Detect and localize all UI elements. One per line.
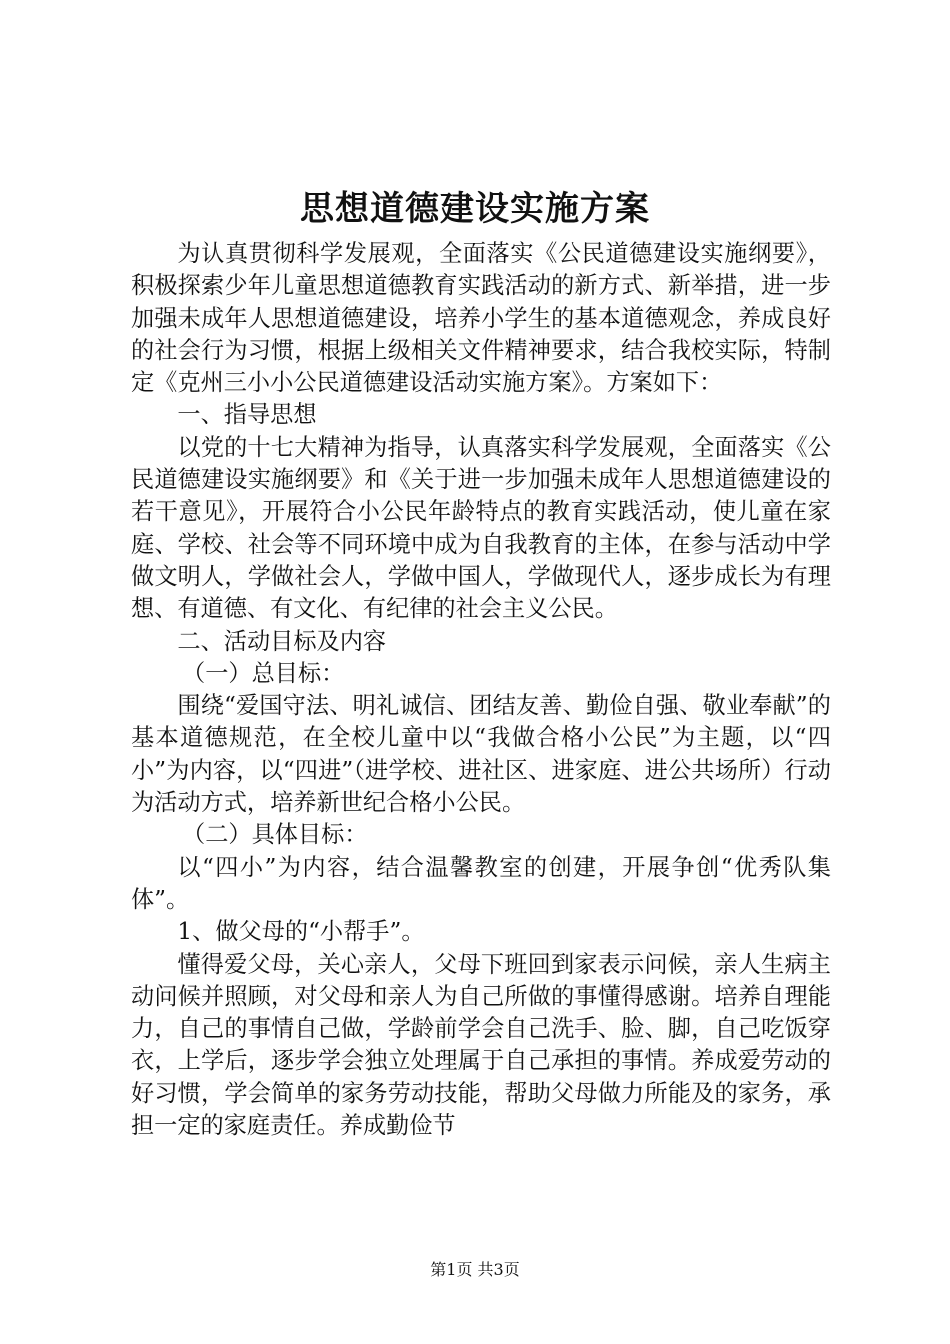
paragraph: 为认真贯彻科学发展观，全面落实《公民道德建设实施纲要》，积极探索少年儿童思想道德教育实践活动的新方式、新举措，进一步加强未成年人思想道德建设，培养小学生的基本道德观念，养成良好的社会行为习惯，根据上级相关文件精神要求，结合我校实际，特制定《克州三小小公民道德建设活动实施方案》。方案如下： xyxy=(131,240,831,397)
document-body xyxy=(131,238,831,1142)
page-footer: 第1页 共3页 xyxy=(430,1260,520,1279)
item-heading: 1、做父母的“小帮手”。 xyxy=(177,918,425,946)
paragraph: 以党的十七大精神为指导，认真落实科学发展观，全面落实《公民道德建设实施纲要》和《关于进一步加强未成年人思想道德建设的若干意见》，开展符合小公民年龄特点的教育实践活动，使儿童在家庭、学校、社会等不同环境中成为自我教育的主体，在参与活动中学做文明人，学做社会人，学做中国人，学做现代人，逐步成长为有理想、有道德、有文化、有纪律的社会主义公民。 xyxy=(131,433,831,623)
document-title: 思想道德建设实施方案 xyxy=(300,189,650,229)
subsection-heading: （二）具体目标： xyxy=(182,821,368,849)
subsection-heading: （一）总目标： xyxy=(182,659,345,687)
paragraph: 以“四小”为内容，结合温馨教室的创建，开展争创“优秀队集体”。 xyxy=(131,853,831,913)
paragraph: 围绕“爱国守法、明礼诚信、团结友善、勤俭自强、敬业奉献”的基本道德规范，在全校儿童中以“我做合格小公民”为主题，以“四小”为内容，以“四进”（进学校、进社区、进家庭、进公共场所）行动为活动方式，培养新世纪合格小公民。 xyxy=(131,692,831,817)
section-heading: 一、指导思想 xyxy=(177,401,317,429)
section-heading: 二、活动目标及内容 xyxy=(177,627,387,655)
paragraph: 懂得爱父母，关心亲人，父母下班回到家表示问候，亲人生病主动问候并照顾，对父母和亲人为自己所做的事懂得感谢。培养自理能力，自己的事情自己做，学龄前学会自己洗手、脸、脚，自己吃饭穿衣，上学后，逐步学会独立处理属于自己承担的事情。养成爱劳动的好习惯，学会简单的家务劳动技能，帮助父母做力所能及的家务，承担一定的家庭责任。养成勤俭节 xyxy=(131,950,831,1140)
